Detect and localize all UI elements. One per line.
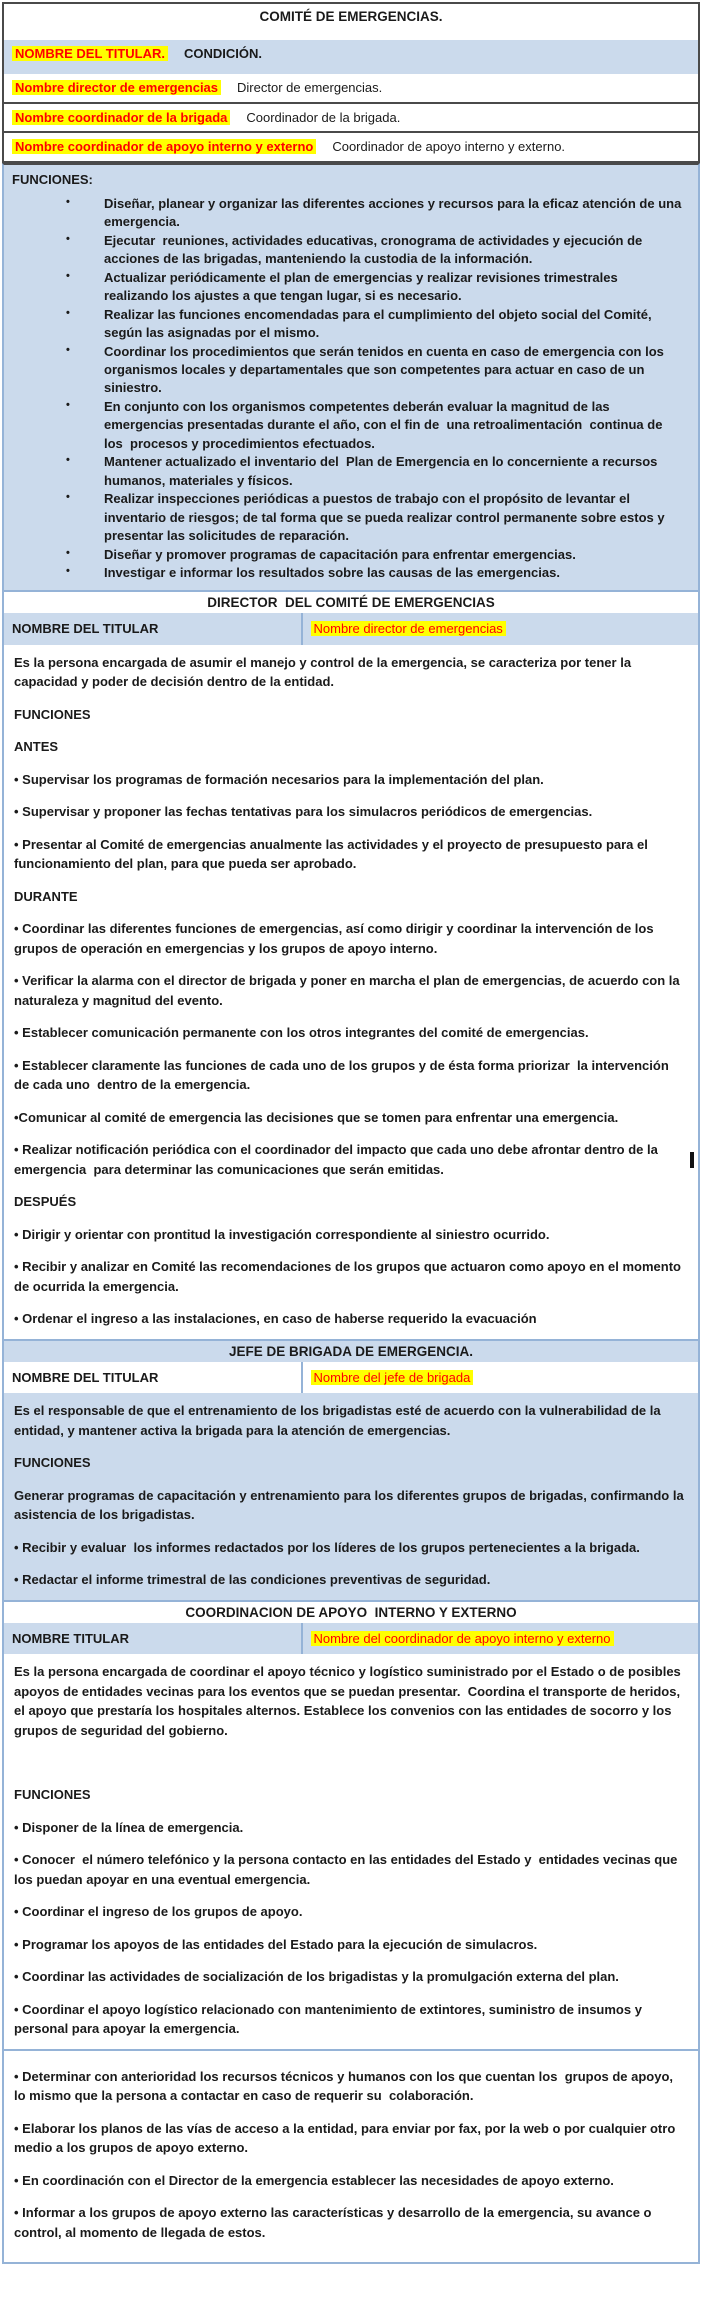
header-nombre-titular: NOMBRE DEL TITULAR. bbox=[12, 46, 168, 61]
list-item: • Diseñar, planear y organizar las diferentes acciones y recursos para la eficaz atención de una emergencia. bbox=[104, 195, 684, 232]
paragraph: • Realizar notificación periódica con el coordinador del impacto que cada uno debe afrontar dentro de la emergencia para determinar las comunicaciones que serán emitidas. bbox=[14, 1142, 662, 1177]
list-item: • Actualizar periódicamente el plan de emergencias y realizar revisiones trimestrales realizando los ajustes a que tengan lugar, si es necesario. bbox=[104, 269, 684, 306]
paragraph: Generar programas de capacitación y entrenamiento para los diferentes grupos de brigadas, confirmando la asistencia de los brigadistas. bbox=[14, 1487, 688, 1523]
jefe-section-title: JEFE DE BRIGADA DE EMERGENCIA. bbox=[4, 1341, 698, 1362]
list-item: • Diseñar y promover programas de capacitación para enfrentar emergencias. bbox=[104, 546, 684, 564]
paragraph: • Establecer comunicación permanente con los otros integrantes del comité de emergencias. bbox=[14, 1025, 589, 1041]
condicion-value: Director de emergencias. bbox=[237, 80, 383, 95]
director-body bbox=[4, 645, 698, 1339]
paragraph: • Ordenar el ingreso a las instalaciones, en caso de haberse requerido la evacuación bbox=[14, 1311, 537, 1327]
paragraph: • Elaborar los planos de las vías de acceso a la entidad, para enviar por fax, por la web o por cualquier otro medio a los grupos de apoyo externo. bbox=[14, 2120, 679, 2156]
coordinacion-body-2 bbox=[4, 2051, 698, 2263]
jefe-body bbox=[4, 1393, 698, 1600]
paragraph: FUNCIONES bbox=[14, 1455, 91, 1471]
comite-table bbox=[2, 2, 700, 163]
paragraph: • Recibir y analizar en Comité las recomendaciones de los grupos que actuaron como apoyo en el momento de ocurrida la emergencia. bbox=[14, 1259, 685, 1294]
paragraph: FUNCIONES bbox=[14, 1787, 91, 1803]
coordinacion-section bbox=[2, 1602, 700, 2265]
funciones-list bbox=[12, 195, 688, 583]
paragraph: • Coordinar las actividades de socialización de los brigadistas y la promulgación externa del plan. bbox=[14, 1969, 619, 1985]
coordinacion-name-row bbox=[4, 1623, 698, 1655]
name-label: NOMBRE DEL TITULAR bbox=[4, 1362, 303, 1394]
director-name-row bbox=[4, 613, 698, 645]
list-item: • Investigar e informar los resultados sobre las causas de las emergencias. bbox=[104, 564, 684, 582]
jefe-section bbox=[2, 1341, 700, 1602]
coordinacion-section-title: COORDINACION DE APOYO INTERNO Y EXTERNO bbox=[4, 1602, 698, 1623]
paragraph: Es el responsable de que el entrenamiento de los brigadistas esté de acuerdo con la vulnerabilidad de la entidad, y mantener activa la brigada para la atención de emergencias. bbox=[14, 1403, 665, 1438]
jefe-name-row bbox=[4, 1362, 698, 1394]
document-page bbox=[0, 2, 720, 2264]
paragraph: • Supervisar los programas de formación necesarios para la implementación del plan. bbox=[14, 771, 544, 787]
director-name-highlight: Nombre director de emergencias bbox=[311, 621, 506, 636]
list-item: • Mantener actualizado el inventario del Plan de Emergencia en lo concerniente a recursos humanos, materiales y físicos. bbox=[104, 453, 684, 490]
paragraph: • Disponer de la línea de emergencia. bbox=[14, 1819, 244, 1835]
paragraph: • Coordinar el ingreso de los grupos de apoyo. bbox=[14, 1904, 303, 1920]
paragraph: Es la persona encargada de asumir el manejo y control de la emergencia, se caracteriza por tener la capacidad y poder de decisión dentro de la entidad. bbox=[14, 654, 635, 690]
coordinacion-body-1 bbox=[4, 1654, 698, 2049]
name-label: NOMBRE DEL TITULAR bbox=[4, 613, 303, 645]
comite-header-col1 bbox=[4, 40, 176, 74]
table-row bbox=[4, 131, 698, 161]
paragraph: • Coordinar las diferentes funciones de emergencias, así como dirigir y coordinar la intervención de los grupos de operación en emergencias y los grupos de apoyo interno. bbox=[14, 921, 658, 956]
comite-funciones-cell bbox=[2, 163, 700, 593]
paragraph: • Conocer el número telefónico y la persona contacto en las entidades del Estado y entidades vecinas que los puedan apoyar en una eventual emergencia. bbox=[14, 1852, 682, 1887]
comite-rows bbox=[4, 74, 698, 161]
titular-name-highlight: Nombre director de emergencias bbox=[12, 80, 221, 95]
list-item: • Realizar las funciones encomendadas para el cumplimiento del objeto social del Comité, según las asignadas por el mismo. bbox=[104, 306, 684, 343]
condicion-value: Coordinador de apoyo interno y externo. bbox=[332, 139, 566, 154]
paragraph: • Coordinar el apoyo logístico relacionado con mantenimiento de extintores, suministro de insumos y personal para apoyar la emergencia. bbox=[14, 2001, 646, 2037]
paragraph: • Presentar al Comité de emergencias anualmente las actividades y el proyecto de presupuesto para el funcionamiento del plan, para que pueda ser aprobado. bbox=[14, 836, 652, 872]
table-row bbox=[4, 74, 698, 102]
paragraph: DESPUÉS bbox=[14, 1194, 77, 1210]
paragraph: • Supervisar y proponer las fechas tentativas para los simulacros periódicos de emergencias. bbox=[14, 804, 593, 820]
paragraph: •Comunicar al comité de emergencia las decisiones que se tomen para enfrentar una emergencia. bbox=[14, 1109, 619, 1125]
paragraph: • Establecer claramente las funciones de cada uno de los grupos y de ésta forma priorizar la intervención de cada uno dentro de la emergencia. bbox=[14, 1057, 673, 1093]
comite-header-row bbox=[4, 40, 698, 74]
list-item: • Coordinar los procedimientos que serán tenidos en cuenta en caso de emergencia con los organismos locales y departamentales que son competentes para actuar en caso de un siniestro. bbox=[104, 343, 684, 398]
comite-title: COMITÉ DE EMERGENCIAS. bbox=[4, 4, 698, 40]
coordinacion-name-highlight: Nombre del coordinador de apoyo interno y externo bbox=[311, 1631, 614, 1646]
paragraph: • Informar a los grupos de apoyo externo las características y desarrollo de la emergencia, su avance o control, al momento de llegada de estos. bbox=[14, 2205, 656, 2240]
paragraph: FUNCIONES bbox=[14, 706, 91, 722]
paragraph: • En coordinación con el Director de la emergencia establecer las necesidades de apoyo externo. bbox=[14, 2172, 614, 2188]
titular-name-highlight: Nombre coordinador de la brigada bbox=[12, 110, 230, 125]
list-item: • Realizar inspecciones periódicas a puestos de trabajo con el propósito de levantar el inventario de riesgos; de tal forma que se pueda realizar control permanente sobre estos y presentar las solicitudes de reparación. bbox=[104, 490, 684, 545]
director-section bbox=[2, 592, 700, 1341]
paragraph: DURANTE bbox=[14, 888, 78, 904]
paragraph: Es la persona encargada de coordinar el apoyo técnico y logístico suministrado por el Estado o de posibles apoyos de entidades vecinas para los eventos que se puedan presentar. Coordina el transporte de heridos, el apoyo que prestaría los hospitales alternos. Establece los convenios con las entidades de socorro y los grupos de seguridad del gobierno. bbox=[14, 1664, 685, 1738]
titular-name-highlight: Nombre coordinador de apoyo interno y externo bbox=[12, 139, 316, 154]
paragraph: • Verificar la alarma con el director de brigada y poner en marcha el plan de emergencias, de acuerdo con la naturaleza y magnitud del evento. bbox=[14, 973, 684, 1008]
table-row bbox=[4, 102, 698, 132]
text-cursor-mark bbox=[690, 1152, 694, 1168]
paragraph bbox=[14, 1753, 686, 1772]
director-section-title: DIRECTOR DEL COMITÉ DE EMERGENCIAS bbox=[4, 592, 698, 613]
name-label: NOMBRE TITULAR bbox=[4, 1623, 303, 1655]
paragraph: • Programar los apoyos de las entidades del Estado para la ejecución de simulacros. bbox=[14, 1936, 538, 1952]
paragraph: • Dirigir y orientar con prontitud la investigación correspondiente al siniestro ocurrido. bbox=[14, 1226, 550, 1242]
comite-header-col2: CONDICIÓN. bbox=[183, 46, 262, 61]
list-item: • Ejecutar reuniones, actividades educativas, cronograma de actividades y ejecución de acciones de las brigadas, manteniendo la custodia de la información. bbox=[104, 232, 684, 269]
paragraph: • Recibir y evaluar los informes redactados por los líderes de los grupos pertenecientes a la brigada. bbox=[14, 1539, 640, 1555]
paragraph: ANTES bbox=[14, 739, 59, 755]
condicion-value: Coordinador de la brigada. bbox=[246, 109, 401, 125]
paragraph: • Determinar con anterioridad los recursos técnicos y humanos con los que cuentan los grupos de apoyo, lo mismo que la persona a contactar en caso de requerir su colaboración. bbox=[14, 2068, 677, 2104]
paragraph: • Redactar el informe trimestral de las condiciones preventivas de seguridad. bbox=[14, 1572, 491, 1588]
funciones-label: FUNCIONES: bbox=[12, 171, 93, 187]
list-item: • En conjunto con los organismos competentes deberán evaluar la magnitud de las emergencias presentadas durante el año, con el fin de una retroalimentación continua de los procesos y procedimientos efectuados. bbox=[104, 398, 684, 453]
jefe-name-highlight: Nombre del jefe de brigada bbox=[311, 1370, 474, 1385]
